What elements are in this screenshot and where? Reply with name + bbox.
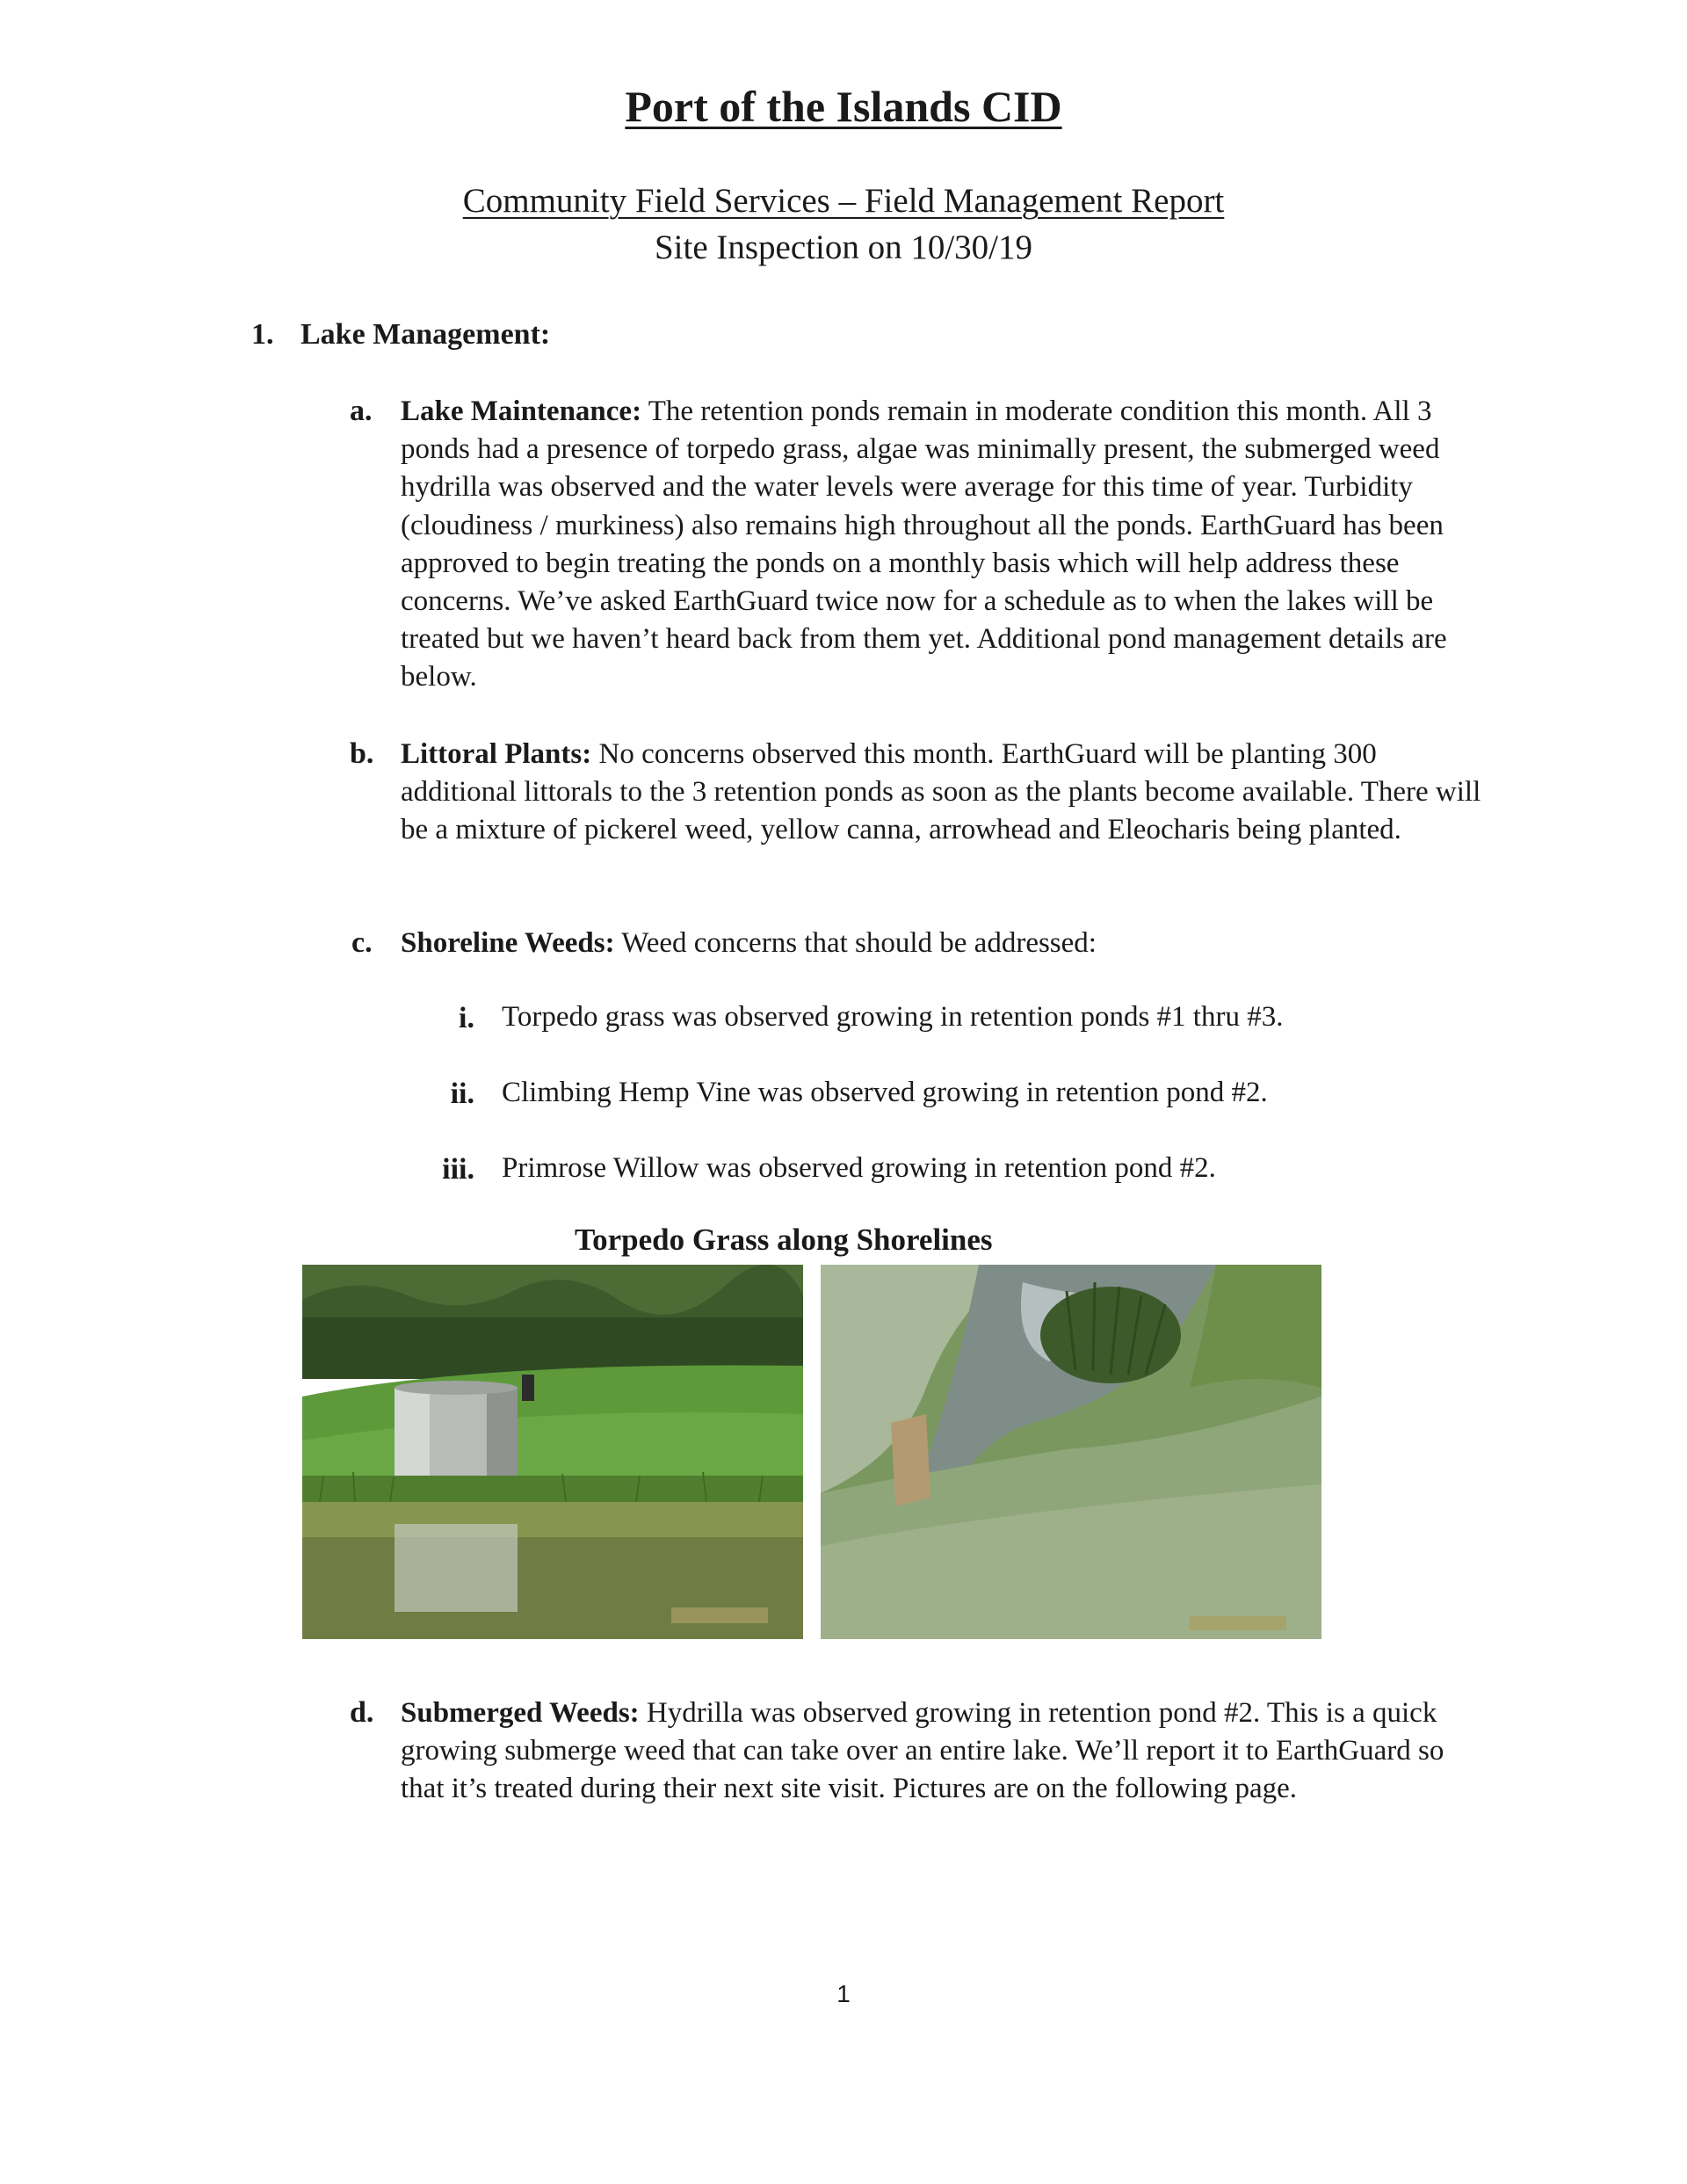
inspection-date: Site Inspection on 10/30/19 <box>654 229 1033 266</box>
item-marker-b: b. <box>350 737 374 770</box>
section-number: 1. <box>251 318 274 351</box>
subitem-torpedo-grass: Torpedo grass was observed growing in retention ponds #1 thru #3. <box>502 1001 1284 1033</box>
shoreline-weeds-text: Weed concerns that should be addressed: <box>614 927 1097 959</box>
shoreline-weeds-heading: Shoreline Weeds: <box>401 927 615 959</box>
page-number: 1 <box>836 1980 851 2007</box>
littoral-plants-heading: Littoral Plants: <box>401 738 592 770</box>
subitem-primrose-willow: Primrose Willow was observed growing in retention pond #2. <box>502 1152 1216 1184</box>
section-title: Lake Management: <box>300 318 551 351</box>
subitem-marker-ii: ii. <box>450 1077 474 1110</box>
shoreline-weeds-paragraph <box>401 925 1490 962</box>
report-subtitle: Community Field Services – Field Management Report <box>462 182 1225 220</box>
subitem-marker-iii: iii. <box>442 1153 474 1186</box>
item-marker-a: a. <box>350 395 373 427</box>
photo-shoreline-grass <box>821 1265 1321 1639</box>
figure-caption: Torpedo Grass along Shorelines <box>575 1223 993 1257</box>
lake-maintenance-text: The retention ponds remain in moderate condition this month. All 3 ponds had a presence of torpedo grass, algae was minimally present, the submerged weed hydrilla was observed and the water levels were average for this time of year. Turbidity (cloudiness / murkiness) also remains high throughout all the ponds. EarthGuard has been approved to begin treating the ponds on a monthly basis which will help address these concerns. We’ve asked EarthGuard twice now for a schedule as to when the lakes will be treated but we haven’t heard back from them yet. Additional pond management details are below. <box>401 395 1447 693</box>
item-marker-c: c. <box>351 926 373 959</box>
lake-maintenance-paragraph <box>401 393 1490 697</box>
photo-culvert-pond <box>302 1265 803 1639</box>
subitem-marker-i: i. <box>459 1002 474 1034</box>
submerged-weeds-text: Hydrilla was observed growing in retention pond #2. This is a quick growing submerge weed that can take over an entire lake. We’ll report it to EarthGuard so that it’s treated during their next site visit. Pictures are on the following page. <box>401 1697 1444 1805</box>
littoral-plants-paragraph <box>401 736 1490 850</box>
subitem-climbing-hemp-vine: Climbing Hemp Vine was observed growing in retention pond #2. <box>502 1077 1268 1108</box>
submerged-weeds-paragraph <box>401 1694 1490 1809</box>
lake-maintenance-heading: Lake Maintenance: <box>401 395 642 427</box>
submerged-weeds-heading: Submerged Weeds: <box>401 1697 640 1729</box>
littoral-plants-text: No concerns observed this month. EarthGuard will be planting 300 additional littorals to the 3 retention ponds as soon as the plants become available. There will be a mixture of pickerel weed, yellow canna, arrowhead and Eleocharis being planted. <box>401 738 1481 846</box>
document-title: Port of the Islands CID <box>625 82 1062 131</box>
item-marker-d: d. <box>350 1696 374 1729</box>
